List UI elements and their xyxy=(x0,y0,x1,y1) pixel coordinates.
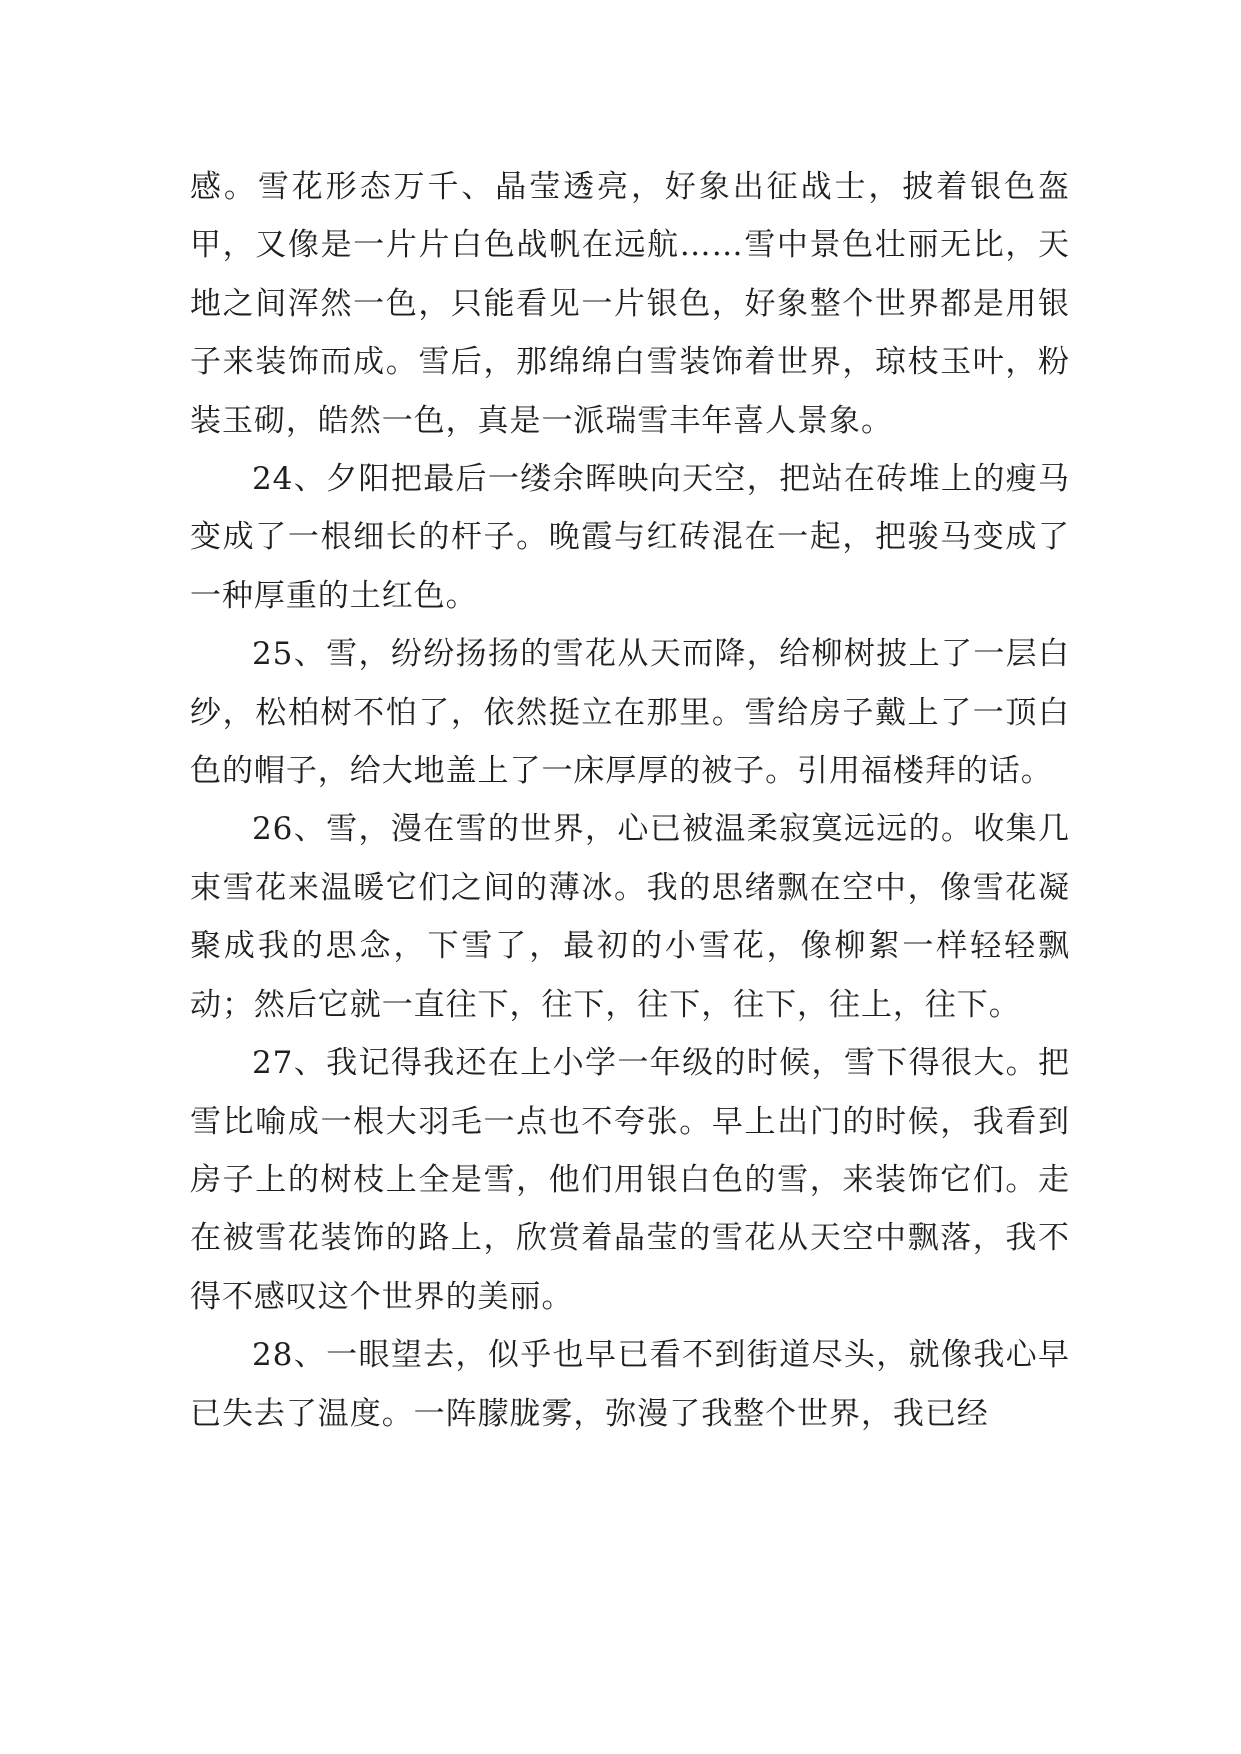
paragraph-24: 24、夕阳把最后一缕余晖映向天空，把站在砖堆上的瘦马变成了一根细长的杆子。晚霞与红砖混在一起，把骏马变成了一种厚重的土红色。 xyxy=(190,461,1070,614)
document-body xyxy=(190,158,1070,1443)
paragraph-26: 26、雪，漫在雪的世界，心已被温柔寂寞远远的。收集几束雪花来温暖它们之间的薄冰。我的思绪飘在空中，像雪花凝聚成我的思念，下雪了，最初的小雪花，像柳絮一样轻轻飘动；然后它就一直往下，往下，往下，往下，往上，往下。 xyxy=(190,811,1070,1023)
paragraph-25: 25、雪，纷纷扬扬的雪花从天而降，给柳树披上了一层白纱，松柏树不怕了，依然挺立在那里。雪给房子戴上了一顶白色的帽子，给大地盖上了一床厚厚的被子。引用福楼拜的话。 xyxy=(190,636,1070,790)
paragraph-28: 28、一眼望去，似乎也早已看不到街道尽头，就像我心早已失去了温度。一阵朦胧雾，弥漫了我整个世界，我已经 xyxy=(190,1337,1070,1432)
paragraph-continued: 感。雪花形态万千、晶莹透亮，好象出征战士，披着银色盔甲，又像是一片片白色战帆在远航……雪中景色壮丽无比，天地之间浑然一色，只能看见一片银色，好象整个世界都是用银子来装饰而成。雪后，那绵绵白雪装饰着世界，琼枝玉叶，粉装玉砌，皓然一色，真是一派瑞雪丰年喜人景象。 xyxy=(190,169,1070,439)
paragraph-27: 27、我记得我还在上小学一年级的时候，雪下得很大。把雪比喻成一根大羽毛一点也不夸张。早上出门的时候，我看到房子上的树枝上全是雪，他们用银白色的雪，来装饰它们。走在被雪花装饰的路上，欣赏着晶莹的雪花从天空中飘落，我不得不感叹这个世界的美丽。 xyxy=(190,1045,1070,1315)
